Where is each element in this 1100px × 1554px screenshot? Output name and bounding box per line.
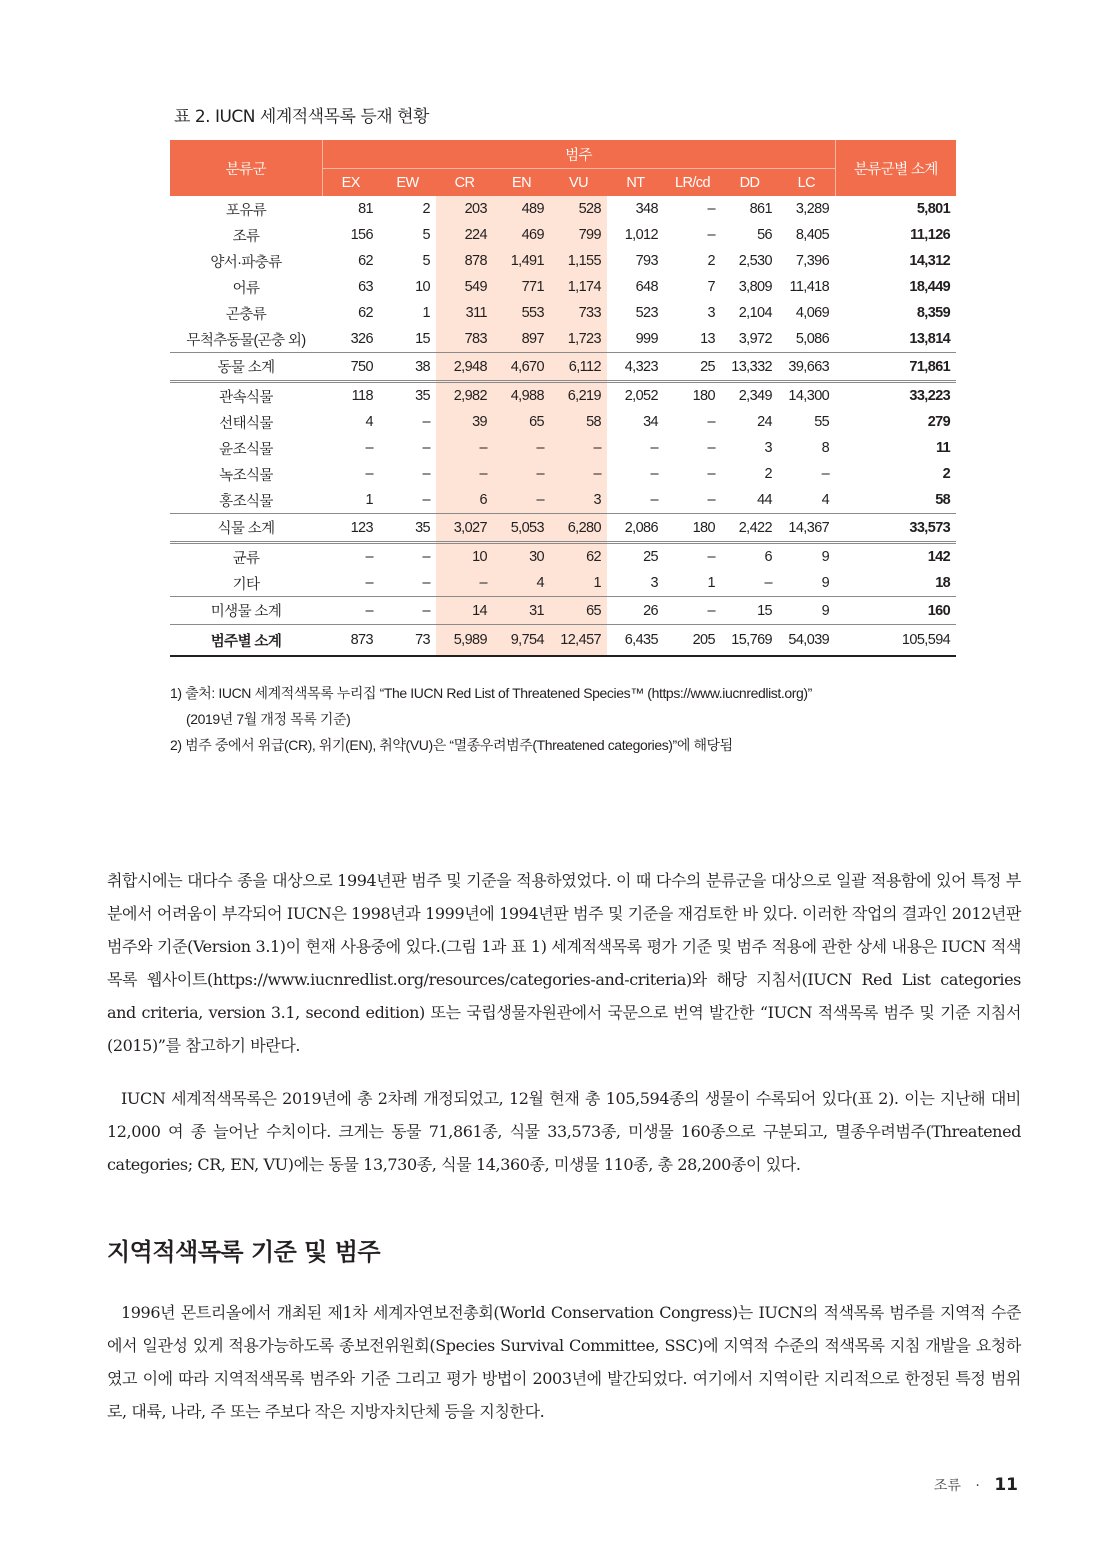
table-cell: 8 [821,440,830,456]
row-total: 160 [835,597,956,625]
row-group-label: 미생물 소계 [170,597,322,625]
table-cell: 14,300 [788,388,830,404]
row-group-label: 무척추동물(곤충 외) [186,332,306,349]
column-header: VU [550,169,607,197]
table-row [170,222,956,248]
table-cell: – [365,466,373,482]
table-cell: 15,769 [721,625,778,657]
table-cell: – [550,435,607,461]
column-header: NT [607,169,664,197]
row-total: 18,449 [909,279,951,295]
table-cell: 180 [664,514,721,543]
table-cell: 30 [493,543,550,571]
table-cell: 750 [322,353,379,382]
table-cell: 3 [764,440,772,456]
table-cell: 326 [350,331,373,347]
table-cell: 873 [322,625,379,657]
table-row [170,570,956,597]
row-total: 33,223 [909,388,951,404]
table-cell: 224 [436,222,493,248]
table-cell: 861 [749,201,772,217]
table-cell: 4,323 [607,353,664,382]
table-row [170,409,956,435]
table-cell: 24 [757,414,772,430]
row-total: 33,573 [835,514,956,543]
table-cell: 1 [707,575,715,591]
table-cell: 1 [365,492,373,508]
table-cell: – [322,597,379,625]
table-cell: 523 [635,305,658,321]
table-cell: 65 [493,409,550,435]
row-total: 5,801 [916,201,951,217]
table-cell: – [650,466,658,482]
table-cell: 4 [821,492,830,508]
table-cell: 39,663 [778,353,835,382]
table-cell: 897 [493,326,550,353]
table-cell: – [707,549,715,565]
table-cell: – [422,414,430,430]
table-cell: 2,948 [436,353,493,382]
table-cell: 2,422 [721,514,778,543]
table-cell: 5,989 [436,625,493,657]
table-cell: 15 [415,331,430,347]
table-cell: 469 [493,222,550,248]
table-cell: 6,112 [550,353,607,382]
table-cell: 205 [664,625,721,657]
row-group-label: 균류 [232,550,260,567]
row-group-label: 어류 [232,280,260,297]
table-cell: 14 [436,597,493,625]
header-category: 범주 [322,140,835,169]
paragraph-3: 1996년 몬트리올에서 개최된 제1차 세계자연보전총회(World Conservation Congress)는 IUCN의 적색목록 범주를 지역적 수준에서 일관성 있게 적용가능하도록 종보전위원회(Species Survival Committee, SSC)에 지역적 수준의 적색목록 지침 개발을 요청하였고 이에 따라 지역적색목록 범주와 기준 그리고 평가 방법이 2003년에 발간되었다. 여기에서 지역이란 지리적으로 한정된 특정 범위로, 대륙, 나라, 주 또는 주보다 작은 지방자치단체 등을 지칭한다. [107,1303,1021,1421]
table-cell: 783 [436,326,493,353]
table-cell: 38 [379,353,436,382]
table-cell: 4,069 [795,305,830,321]
table-cell: 10 [415,279,430,295]
table-cell: – [650,440,658,456]
row-group-label: 윤조식물 [219,441,273,458]
table-cell: – [707,201,715,217]
table-cell: 1 [550,570,607,597]
table-cell: – [764,575,772,591]
note-2: 2) 범주 중에서 위급(CR), 위기(EN), 취약(VU)은 “멸종우려범주(Threatened categories)”에 해당됨 [170,737,733,753]
table-cell: 34 [643,414,658,430]
table-row [170,196,956,222]
table-cell: 39 [436,409,493,435]
header-subtotal: 분류군별 소계 [835,140,956,196]
table-cell: 1,723 [550,326,607,353]
table-cell: 9 [821,549,830,565]
table-cell: 180 [692,388,715,404]
iucn-red-list-table [170,140,956,657]
table-cell: 13,332 [721,353,778,382]
header-group: 분류군 [170,140,322,196]
row-group-label: 조류 [232,228,260,245]
table-cell: 3,972 [738,331,772,347]
row-group-label: 관속식물 [219,389,273,406]
table-cell: 5,053 [493,514,550,543]
note-1-detail: (2019년 7월 개정 목록 기준) [186,711,351,727]
table-cell: 3,809 [738,279,772,295]
table-cell: 9 [778,597,835,625]
note-1: 1) 출처: IUCN 세계적색목록 누리집 “The IUCN Red List of Threatened Species™ (https://www.iucnredlist.org)” [170,685,812,701]
column-header: EX [322,169,379,197]
table-cell: 6 [436,487,493,514]
table-cell: – [365,440,373,456]
table-cell: 10 [436,543,493,571]
column-header: EW [379,169,436,197]
row-total: 11 [935,440,951,456]
table-cell: 13 [700,331,715,347]
row-group-label: 홍조식물 [219,493,273,510]
table-cell: – [707,466,715,482]
table-cell: 3,289 [795,201,830,217]
table-cell: 11,418 [789,279,830,295]
column-header: DD [721,169,778,197]
table-row [170,300,956,326]
table-cell: 9,754 [493,625,550,657]
table-cell: 2 [764,466,772,482]
table-cell: 123 [322,514,379,543]
table-cell: 2,052 [624,388,658,404]
row-group-label: 식물 소계 [170,514,322,543]
table-cell: 55 [814,414,830,430]
table-cell: – [422,440,430,456]
table-cell: 648 [635,279,658,295]
row-group-label: 선태식물 [219,415,273,432]
table-row [170,487,956,514]
paragraph-2: IUCN 세계적색목록은 2019년에 총 2차례 개정되었고, 12월 현재 총 105,594종의 생물이 수록되어 있다(표 2). 이는 지난해 대비 12,000 여 종 늘어난 수치이다. 크게는 동물 71,861종, 식물 33,573종, 미생물 160종으로 구분되고, 멸종우려범주(Threatened categories; CR, EN, VU)에는 동물 13,730종, 식물 14,360종, 미생물 110종, 총 28,200종이 있다. [107,1089,1021,1174]
column-header: EN [493,169,550,197]
table-cell: 62 [550,543,607,571]
table-cell: – [664,597,721,625]
table-cell: 44 [757,492,772,508]
table-cell: 4,670 [493,353,550,382]
table-cell: 25 [664,353,721,382]
table-cell: 1 [422,305,430,321]
table-cell: 6,219 [550,382,607,410]
table-cell: 73 [379,625,436,657]
table-cell: 528 [550,196,607,222]
table-cell: – [422,575,430,591]
table-cell: 733 [550,300,607,326]
table-cell: – [707,440,715,456]
table-cell: 1,012 [624,227,658,243]
table-cell: – [436,461,493,487]
footer-separator: · [975,1478,980,1494]
table-cell: 8,405 [795,227,830,243]
table-cell: 2 [422,201,430,217]
table-cell: 489 [493,196,550,222]
table-row [170,543,956,571]
table-cell: 26 [607,597,664,625]
table-cell: 203 [436,196,493,222]
table-cell: 2,086 [607,514,664,543]
table-cell: 81 [358,201,373,217]
table-cell: 5,086 [795,331,830,347]
table-row [170,435,956,461]
table-row [170,353,956,382]
table-cell: 6,280 [550,514,607,543]
table-cell: 7,396 [795,253,830,269]
table-cell: 4,988 [493,382,550,410]
table-cell: 999 [635,331,658,347]
table-cell: 6 [764,549,772,565]
row-total: 14,312 [909,253,951,269]
table-notes [170,680,812,758]
table-cell: – [707,414,715,430]
table-row [170,326,956,353]
table-row [170,382,956,410]
table-cell: 58 [550,409,607,435]
table-cell: 7 [707,279,715,295]
paragraph-1: 취합시에는 대다수 종을 대상으로 1994년판 범주 및 기준을 적용하였었다. 이 때 다수의 분류군을 대상으로 일괄 적용함에 있어 특정 부분에서 어려움이 부각되어 IUCN은 1998년과 1999년에 1994년판 범주 및 기준을 재검토한 바 있다. 이러한 작업의 결과인 2012년판 범주와 기준(Version 3.1)이 현재 사용중에 있다.(그림 1과 표 1) 세계적색목록 평가 기준 및 범주 적용에 관한 상세 내용은 IUCN 적색목록 웹사이트(https://www.iucnredlist.org/resources/categories-and-criteria)와 해당 지침서(IUCN Red List categories and criteria, version 3.1, second edition) 또는 국립생물자원관에서 국문으로 번역 발간한 “IUCN 적색목록 범주 및 기준 지침서(2015)”를 참고하기 바란다. [107,871,1021,1055]
page-footer [934,1475,1018,1495]
table-cell: 1,174 [550,274,607,300]
table-cell: 799 [550,222,607,248]
table-cell: – [436,435,493,461]
table-cell: 2,530 [738,253,772,269]
table-cell: 311 [436,300,493,326]
table-cell: 118 [351,388,373,404]
table-cell: 15 [721,597,778,625]
table-cell: – [707,492,715,508]
table-cell: 2 [707,253,715,269]
table-cell: 3 [650,575,658,591]
row-group-label: 기타 [232,576,260,593]
table-cell: 2,104 [738,305,772,321]
table-row [170,597,956,625]
table-cell: – [821,466,830,482]
row-group-label: 곤충류 [225,306,267,323]
table-cell: – [707,227,715,243]
table-cell: 54,039 [778,625,835,657]
row-total: 18 [935,575,951,591]
table-cell: 14,367 [778,514,835,543]
table-cell: – [436,570,493,597]
table-cell: 771 [493,274,550,300]
footer-section: 조류 [933,1478,961,1494]
table-title: 표 2. IUCN 세계적색목록 등재 현황 [174,107,429,127]
table-cell: 63 [358,279,373,295]
table-cell: 1,491 [493,248,550,274]
table-cell: – [422,549,430,565]
table-row [170,514,956,543]
row-total: 279 [927,414,951,430]
column-header: LR/cd [664,169,721,197]
table-cell: – [493,435,550,461]
table-cell: 156 [350,227,373,243]
column-header: LC [778,169,835,197]
table-cell: – [365,549,373,565]
table-cell: 35 [415,388,430,404]
table-row [170,248,956,274]
row-total: 2 [942,466,951,482]
table-cell: – [650,492,658,508]
table-cell: – [422,466,430,482]
row-group-label: 양서·파충류 [210,254,282,271]
table-cell: 793 [635,253,658,269]
table-cell: 5 [422,253,430,269]
row-total: 71,861 [835,353,956,382]
table-row [170,625,956,657]
row-group-label: 범주별 소계 [170,625,322,657]
column-header: CR [436,169,493,197]
row-group-label: 녹조식물 [219,467,273,484]
table-cell: 25 [643,549,658,565]
table-cell: 553 [493,300,550,326]
row-total: 142 [927,549,951,565]
table-cell: 348 [635,201,658,217]
table-cell: – [422,492,430,508]
table-cell: 65 [550,597,607,625]
table-cell: 2,349 [738,388,772,404]
table-cell: – [493,487,550,514]
table-cell: 31 [493,597,550,625]
table-cell: 6,435 [607,625,664,657]
section-title: 지역적색목록 기준 및 범주 [107,1238,381,1266]
table-cell: – [550,461,607,487]
table-cell: 12,457 [550,625,607,657]
row-group-label: 동물 소계 [170,353,322,382]
table-cell: 3,027 [436,514,493,543]
table-cell: 35 [379,514,436,543]
table-cell: – [379,597,436,625]
table-cell: 56 [757,227,772,243]
table-cell: 5 [422,227,430,243]
table-cell: 62 [358,253,373,269]
table-cell: – [365,575,373,591]
table-cell: 549 [436,274,493,300]
row-total: 13,814 [909,331,951,347]
row-total: 105,594 [835,625,956,657]
table-cell: 62 [358,305,373,321]
table-cell: 2,982 [436,382,493,410]
table-cell: 1,155 [550,248,607,274]
table-cell: 9 [821,575,830,591]
table-cell: 4 [493,570,550,597]
row-total: 58 [935,492,951,508]
row-total: 8,359 [916,305,951,321]
table-row [170,461,956,487]
table-row [170,274,956,300]
table-cell: 3 [707,305,715,321]
page-number: 11 [994,1475,1018,1495]
table-cell: 878 [436,248,493,274]
row-group-label: 포유류 [225,202,267,219]
row-total: 11,126 [910,227,951,243]
table-cell: 3 [550,487,607,514]
table-cell: – [493,461,550,487]
table-cell: 4 [365,414,373,430]
